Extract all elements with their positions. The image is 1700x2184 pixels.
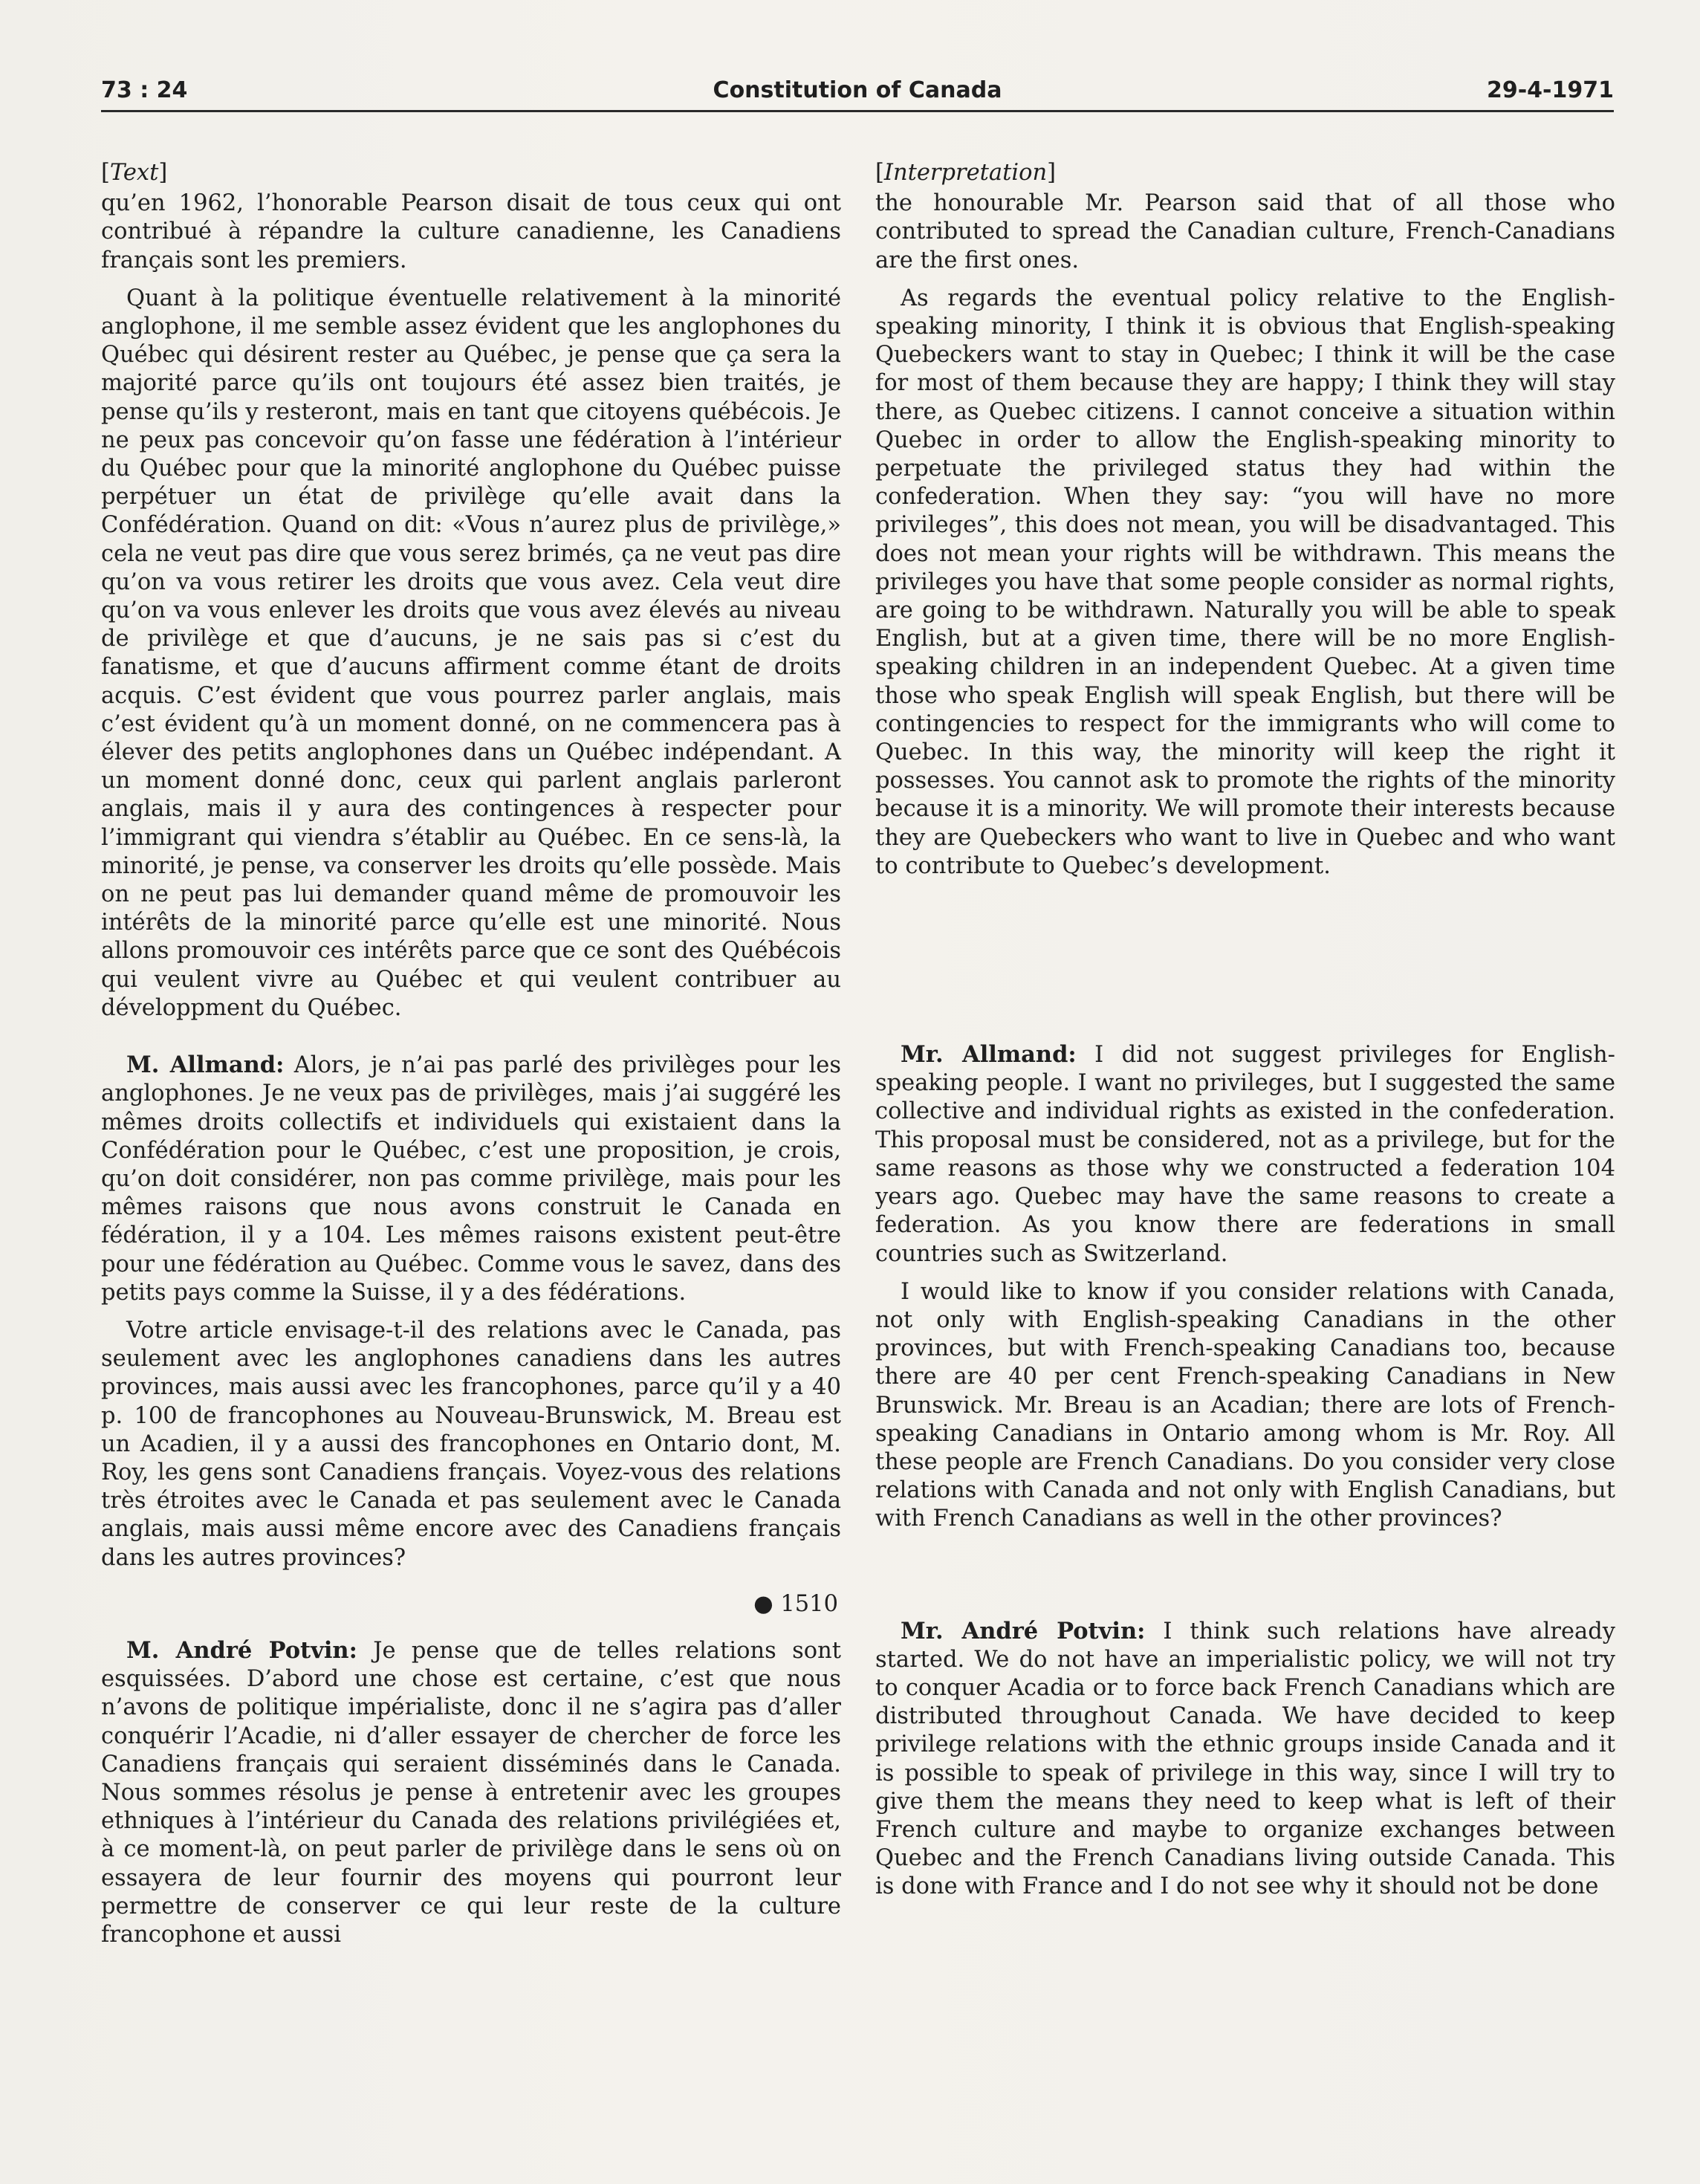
speaker-name: Mr. Allmand: xyxy=(901,1041,1077,1069)
document-title: Constitution of Canada xyxy=(713,77,1002,103)
paragraph: qu’en 1962, l’honorable Pearson disait de tous ceux qui ont contribué à répandre la culture canadienne, les Canadiens français sont les premiers. xyxy=(101,190,841,273)
document-date: 29-4-1971 xyxy=(1486,77,1614,103)
speaker-name: M. André Potvin: xyxy=(126,1636,357,1664)
french-text-column xyxy=(101,159,841,1949)
paragraph: I would like to know if you consider relations with Canada, not only with English-speaking Canadians in the other provinces, but with French-speaking Canadians too, because there are 40 per cent French-speaking Canadians in New Brunswick. Mr. Breau is an Acadian; there are lots of French-speaking Canadians in Ontario among whom is Mr. Roy. All these people are French Canadians. Do you consider very close relations with Canada and not only with English Canadians, but with French Canadians as well in the other provinces? xyxy=(875,1278,1615,1532)
speech-allmand: Mr. Allmand: I did not suggest privileges for English-speaking people. I want no privileges, but I suggested the same collective and individual rights as existed in the confederation. This proposal must be considered, not as a privilege, but for the same reasons as those why we constructed a federation 104 years ago. Quebec may have the same reasons to create a federation. As you know there are federations in small countries such as Switzerland. xyxy=(875,1041,1615,1267)
column-label-text: [Text] xyxy=(101,160,168,186)
page-reference: 73 : 24 xyxy=(101,77,188,103)
running-header xyxy=(101,74,1614,112)
paragraph: Quant à la politique éventuelle relativement à la minorité anglophone, il me semble assez évident que les anglophones du Québec qui désirent rester au Québec, je pense que ça sera la majorité parce qu’ils ont toujours été assez bien traités, je pense qu’ils y resteront, mais en tant que citoyens québécois. Je ne peux pas concevoir qu’on fasse une fédération à l’intérieur du Québec pour que la minorité anglophone du Québec puisse perpétuer un état de privilège qu’elle avait dans la Confédération. Quand on dit: «Vous n’aurez plus de privilège,» cela ne veut pas dire que vous serez brimés, ça ne veut pas dire qu’on va vous retirer les droits que vous avez. Cela veut dire qu’on va vous enlever les droits que vous avez élevés au niveau de privilège et que d’aucuns, je ne sais pas si c’est du fanatisme, et que d’aucuns affirment comme étant de droits acquis. C’est évident que vous pourrez parler anglais, mais c’est évident qu’à un moment donné, on ne commencera pas à élever des petits anglophones dans un Québec indépendant. A un moment donné donc, ceux qui parlent anglais parleront anglais, mais il y aura des contingences à respecter pour l’immigrant qui viendra s’établir au Québec. En ce sens-là, la minorité, je pense, va conserver les droits qu’elle possède. Mais on ne peut pas lui demander quand même de promouvoir les intérêts de la minorité parce qu’elle est une minorité. Nous allons promouvoir ces intérêts parce que ce sont des Québécois qui veulent vivre au Québec et qui veulent contribuer au développment du Québec. xyxy=(101,285,841,1021)
speaker-name: M. Allmand: xyxy=(126,1052,285,1079)
speech-allmand: M. Allmand: Alors, je n’ai pas parlé des privilèges pour les anglophones. Je ne veux pas de privilèges, mais j’ai suggéré les mêmes droits collectifs et individuels qui existaient dans la Confédération pour le Québec, c’est une proposition, je crois, qu’on doit considérer, non pas comme privilège, mais pour les mêmes raisons que nous avons construit le Canada en fédération, il y a 104. Les mêmes raisons existent peut-être pour une fédération au Québec. Comme vous le savez, dans des petits pays comme la Suisse, il y a des fédérations. xyxy=(101,1052,841,1306)
time-marker: ● 1510 xyxy=(753,1590,838,1617)
paragraph: As regards the eventual policy relative to the English-speaking minority, I think it is obvious that English-speaking Quebeckers want to stay in Quebec; I think it will be the case for most of them because they are happy; I think they will stay there, as Quebec citizens. I cannot conceive a situation within Quebec in order to allow the English-speaking minority to perpetuate the privileged status they had within the confederation. When they say: “you will have no more privileges”, this does not mean, you will be disadvantaged. This does not mean your rights will be withdrawn. This means the privileges you have that some people consider as normal rights, are going to be withdrawn. Naturally you will be able to speak English, but at a given time, there will be no more English-speaking children in an independent Quebec. At a given time those who speak English will speak English, but there will be contingencies to respect for the immigrants who will come to Quebec. In this way, the minority will keep the right it possesses. You cannot ask to promote the rights of the minority because it is a minority. We will promote their interests because they are Quebeckers who want to live in Quebec and who want to contribute to Quebec’s development. xyxy=(875,285,1615,879)
paragraph: the honourable Mr. Pearson said that of all those who contributed to spread the Canadian culture, French-Canadians are the first ones. xyxy=(875,190,1615,273)
speech-potvin: Mr. André Potvin: I think such relations have already started. We do not have an imperialistic policy, we will not try to conquer Acadia or to force back French Canadians which are distributed throughout Canada. We have decided to keep privilege relations with the ethnic groups inside Canada and it is possible to speak of privilege in this way, since I will try to give them the means they need to keep what is left of their French culture and maybe to organize exchanges between Quebec and the French Canadians living outside Canada. This is done with France and I do not see why it should not be done xyxy=(875,1617,1615,1900)
speech-potvin: M. André Potvin: Je pense que de telles relations sont esquissées. D’abord une chose est certaine, c’est que nous n’avons de politique impérialiste, donc il ne s’agira pas d’aller conquérir l’Acadie, ni d’aller essayer de chercher de force les Canadiens français qui seraient disséminés dans le Canada. Nous sommes résolus je pense à entretenir avec les groupes ethniques à l’intérieur du Canada des relations privilégiées et, à ce moment-là, on peut parler de privilège dans le sens où on essayera de leur fournir des moyens qui pourront leur permettre de conserver ce qui leur reste de la culture francophone et aussi xyxy=(101,1636,842,1948)
paragraph: Votre article envisage-t-il des relations avec le Canada, pas seulement avec les anglophones canadiens dans les autres provinces, mais aussi avec les francophones, parce qu’il y a 40 p. 100 de francophones au Nouveau-Brunswick, M. Breau est un Acadien, il y a aussi des francophones en Ontario dont, M. Roy, les gens sont Canadiens français. Voyez-vous des relations très étroites avec le Canada et pas seulement avec le Canada anglais, mais aussi même encore avec des Canadiens français dans les autres provinces? xyxy=(101,1317,841,1571)
speaker-name: Mr. André Potvin: xyxy=(901,1617,1146,1645)
column-label-interpretation: [Interpretation] xyxy=(875,160,1057,186)
english-interpretation-column xyxy=(875,159,1615,1902)
